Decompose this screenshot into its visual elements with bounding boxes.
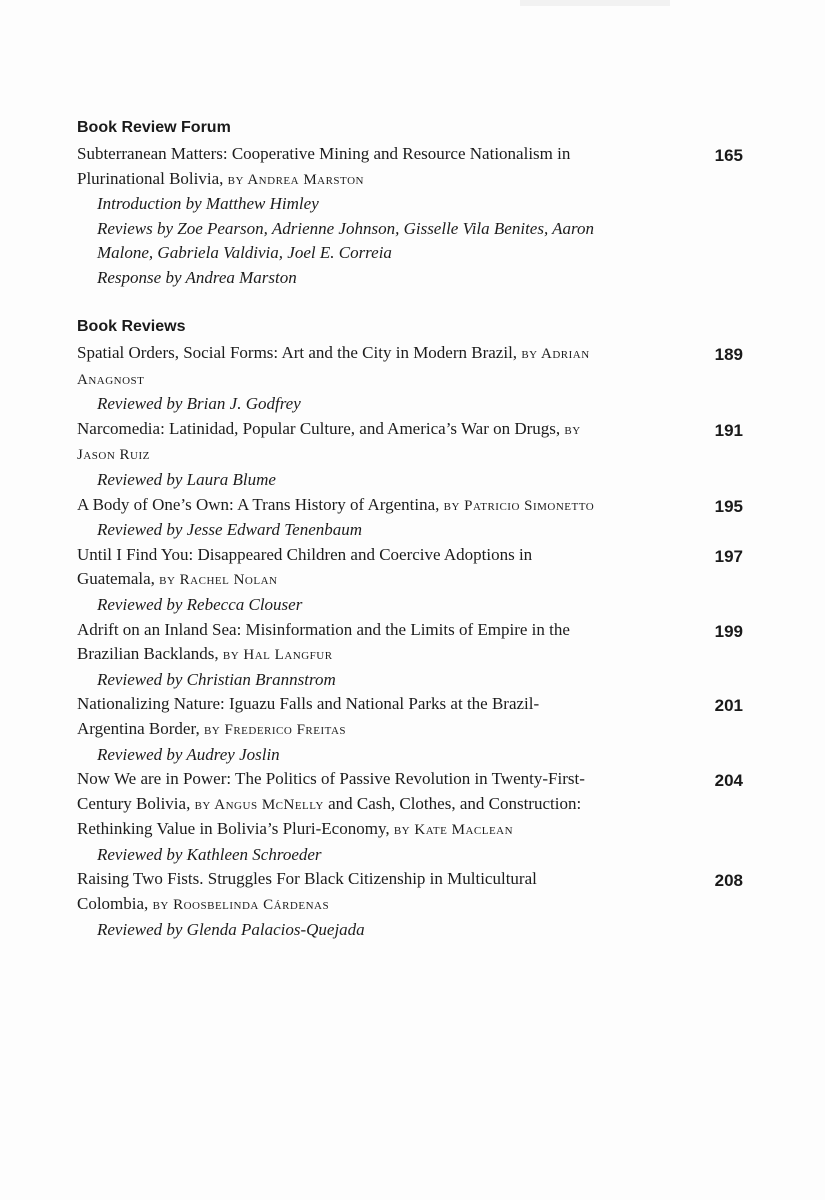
- toc-entry: [77, 767, 767, 867]
- entry-reviewer: Reviewed by Jesse Edward Tenenbaum: [97, 520, 363, 540]
- page-number: 199: [714, 621, 743, 641]
- toc-entry: [77, 417, 767, 493]
- page-number: 189: [714, 345, 743, 364]
- entry-title: Spatial Orders, Social Forms: Art and the City in Modern Brazil,: [77, 343, 518, 362]
- entry-title: Now We are in Power: The Politics of Passive Revolution in Twenty-First-Century Bolivia,: [77, 769, 585, 813]
- page-number: 195: [714, 496, 743, 516]
- entry-title-block: [77, 341, 597, 392]
- toc-entry: [77, 618, 767, 693]
- page-number: 201: [714, 696, 743, 716]
- entry-title-block: [77, 767, 597, 843]
- toc-entry: [77, 692, 767, 767]
- page-number: 204: [714, 771, 743, 791]
- entry-author: by Roosbelinda Cárdenas: [152, 897, 330, 914]
- entry-title-block: [77, 543, 597, 593]
- entry-title: Raising Two Fists. Struggles For Black Citizenship in Multicultural Colombia,: [77, 869, 537, 914]
- entry-author: by Rachel Nolan: [159, 572, 278, 589]
- entry-reviewers: Reviews by Zoe Pearson, Adrienne Johnson, Gisselle Vila Benites, Aaron Malone, Gabriela Valdivia, Joel E. Correia: [97, 218, 595, 263]
- entry-title-second: Cash, Clothes, and Construction: Rethinking Value in Bolivia’s Pluri-Economy,: [77, 793, 582, 839]
- page-number: 191: [714, 420, 743, 440]
- entry-reviewer: Reviewed by Rebecca Clouser: [97, 594, 303, 614]
- scan-shading: [520, 0, 670, 6]
- entry-reviewer: Reviewed by Laura Blume: [97, 469, 276, 489]
- entry-author: by Hal Langfur: [222, 647, 333, 664]
- entry-introduction: Introduction by Matthew Himley: [97, 194, 319, 214]
- entry-author: by Adrian Anagnost: [77, 346, 590, 388]
- entry-title-block: [77, 618, 597, 668]
- entry-author: by Frederico Freitas: [203, 721, 347, 738]
- page-number: 208: [714, 871, 743, 891]
- section-heading-reviews: Book Reviews: [77, 318, 186, 335]
- entry-title: Narcomedia: Latinidad, Popular Culture, and America’s War on Drugs,: [77, 418, 561, 438]
- toc-entry: [77, 867, 767, 942]
- entry-reviewer: Reviewed by Brian J. Godfrey: [97, 394, 301, 414]
- entry-title-block: [77, 867, 597, 917]
- entry-author-second: by Kate Maclean: [393, 822, 514, 839]
- toc-entry: [77, 543, 767, 618]
- entry-title-block: [77, 417, 597, 468]
- page-number: 165: [714, 146, 743, 165]
- page-number: 197: [714, 546, 743, 566]
- entry-conjunction: and: [328, 793, 353, 813]
- entry-reviewer: Reviewed by Glenda Palacios-Quejada: [97, 919, 365, 939]
- toc-entry: [77, 493, 767, 543]
- entry-reviewer: Reviewed by Christian Brannstrom: [97, 669, 336, 689]
- toc-entry: [77, 142, 767, 291]
- entry-title-block: [77, 493, 597, 519]
- entry-author: by Patricio Simonetto: [443, 497, 595, 514]
- entry-title: Adrift on an Inland Sea: Misinformation and the Limits of Empire in the Brazilian Backlands,: [77, 619, 570, 664]
- entry-title-block: [77, 142, 597, 192]
- entry-title: Nationalizing Nature: Iguazu Falls and National Parks at the Brazil-Argentina Border,: [77, 694, 540, 738]
- entry-author: by Jason Ruiz: [77, 421, 581, 464]
- toc-entry: [77, 341, 767, 417]
- entry-title: Until I Find You: Disappeared Children and Coercive Adoptions in Guatemala,: [77, 544, 533, 589]
- entry-title: A Body of One’s Own: A Trans History of Argentina,: [77, 494, 440, 514]
- entry-reviewer: Reviewed by Kathleen Schroeder: [97, 844, 322, 864]
- entry-reviewer: Reviewed by Audrey Joslin: [97, 744, 280, 764]
- book-reviews-section: [77, 317, 767, 942]
- entry-title: Subterranean Matters: Cooperative Mining and Resource Nationalism in Plurinational Bolivia,: [77, 144, 571, 188]
- book-review-forum-section: [77, 118, 767, 291]
- entry-author: by Angus McNelly: [194, 796, 324, 813]
- entry-title-block: [77, 692, 597, 742]
- entry-author: by Andrea Marston: [227, 171, 364, 188]
- section-heading-forum: Book Review Forum: [77, 119, 231, 136]
- entry-response: Response by Andrea Marston: [97, 267, 297, 287]
